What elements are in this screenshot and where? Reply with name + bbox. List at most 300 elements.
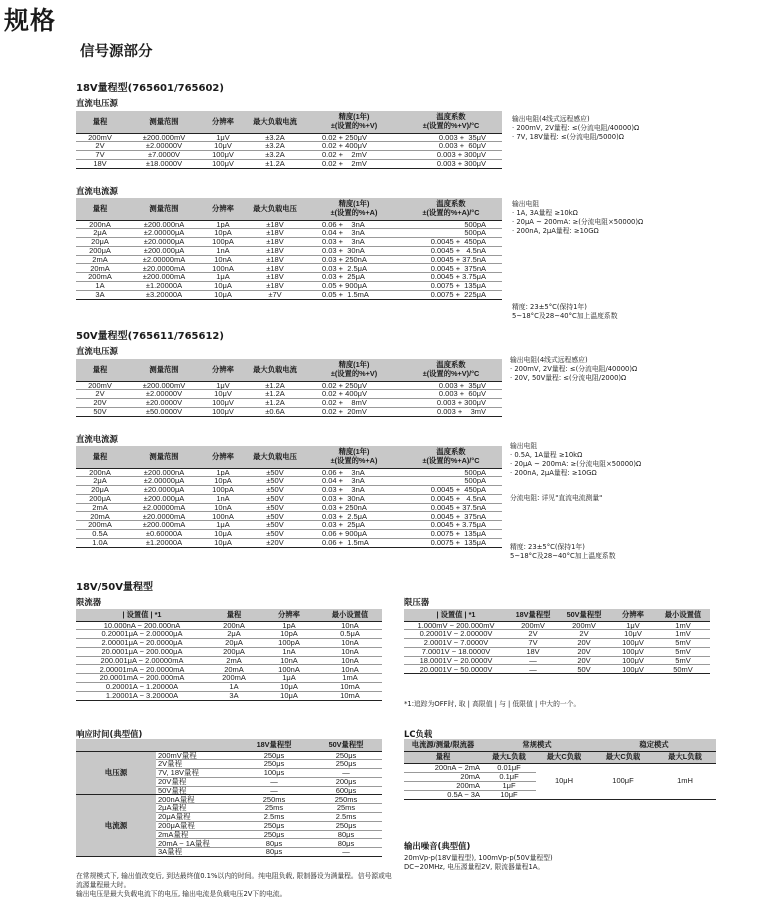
dci18-cell: 500pA (400, 220, 502, 229)
dcv18-row (76, 142, 502, 151)
dcv18-header: 量程 (76, 111, 124, 133)
lc-normal-l: 0.1μF (482, 772, 536, 781)
dci18-notes2 (512, 303, 618, 321)
dcv18-cell: ±2.00000V (124, 142, 204, 151)
limiter-cell: 20.0001mA ~ 200.000mA (76, 674, 208, 683)
limiter-cell: 10μA (260, 691, 318, 700)
limiter-header: 分辨率 (260, 609, 318, 621)
dci18-notes-line: · 1A, 3A量程 ≥10kΩ (512, 209, 578, 217)
dcv18-cell: ±1.2A (242, 159, 308, 168)
dcv50-cell: 0.003 + 35μV (400, 381, 502, 390)
dci18-cell: 1nA (204, 246, 242, 255)
dcv50-header: 精度(1年) ±(设置的%+V) (308, 359, 400, 381)
limiter-cell: 1mA (318, 674, 382, 683)
lc-stable-c: 100μF (592, 763, 654, 799)
dci50-cell: 0.0045 + 3.75μA (400, 521, 502, 530)
dci50-cell: 200nA (76, 468, 124, 477)
dcv18-cell: 100μV (204, 151, 242, 160)
limiter-cell: 20mA (208, 665, 260, 674)
dci50-cell: 100nA (204, 512, 242, 521)
dcv50-cell: ±1.2A (242, 390, 308, 399)
dcv18-row (76, 133, 502, 142)
voltlimiter-header: 最小设置值 (656, 609, 710, 621)
dci18-cell: ±18V (242, 246, 308, 255)
limiter-cell: 1A (208, 683, 260, 692)
limiter-row (76, 656, 382, 665)
limiter-cell: 20.0001μA ~ 200.000μA (76, 647, 208, 656)
dci18-cell: 0.0045 + 37.5nA (400, 255, 502, 264)
dcv50-notes (510, 356, 637, 383)
limiter-cell: 10mA (318, 683, 382, 692)
response-h3: 50V量程型 (310, 739, 382, 751)
limiter-cell: 1pA (260, 621, 318, 630)
lc-h1-normal: 常规模式 (482, 739, 592, 751)
dci18-cell: 0.03 + 2.5μA (308, 264, 400, 273)
limiter-cell: 10nA (318, 656, 382, 665)
response-cell: 2.5ms (238, 813, 310, 822)
dci18-cell: ±20.0000mA (124, 264, 204, 273)
dci50-row (76, 468, 502, 477)
dci50-header: 量程 (76, 446, 124, 468)
response-cell: 250μs (238, 830, 310, 839)
response-cell: 80μs (238, 839, 310, 848)
voltlimiter-cell: 18.0001V ~ 20.0000V (404, 656, 508, 665)
voltlimiter-header: 50V量程型 (558, 609, 610, 621)
limiter-cell: 100nA (260, 665, 318, 674)
response-group-vsrc: 电压源 (76, 751, 156, 795)
dcv50-header: 分辨率 (204, 359, 242, 381)
dci50-cell: ±20.0000μA (124, 486, 204, 495)
response-group-isrc: 电流源 (76, 795, 156, 857)
dcv18-header: 测量范围 (124, 111, 204, 133)
dci18-cell: ±3.20000A (124, 290, 204, 299)
voltlimiter-cell: 100μV (610, 665, 656, 674)
dci18-cell: ±18V (242, 264, 308, 273)
dcv18-cell: 1μV (204, 133, 242, 142)
dci50-notes-line: · 200nA, 2μA量程: ≥10GΩ (510, 469, 597, 477)
dci18-notes (512, 200, 643, 236)
dci18-cell: ±200.000nA (124, 220, 204, 229)
dci50-row (76, 503, 502, 512)
dci18-cell: 1pA (204, 220, 242, 229)
dci50-cell: ±200.000μA (124, 494, 204, 503)
dci18-cell: ±1.20000A (124, 282, 204, 291)
dci50-cell: ±50V (242, 530, 308, 539)
dci18-cell: 1μA (204, 273, 242, 282)
dcv50-cell: 0.02 + 400μV (308, 390, 400, 399)
dci18-cell: 0.06 + 3nA (308, 220, 400, 229)
page-subtitle: 信号源部分 (80, 44, 153, 60)
response-cell: 7V, 18V量程 (156, 769, 238, 778)
dci50-cell: 20μA (76, 486, 124, 495)
dcv50-label: 直流电压源 (76, 346, 118, 356)
dci50-cell: ±50V (242, 521, 308, 530)
dci50-cell: 10μA (204, 530, 242, 539)
dci50-cell: 0.5A (76, 530, 124, 539)
dci18-cell: 10μA (204, 282, 242, 291)
voltlimiter-cell: 0.20001V ~ 2.00000V (404, 630, 508, 639)
lc-h2-3: 最大C负载 (592, 751, 654, 763)
dci18-cell: 0.03 + 30nA (308, 246, 400, 255)
response-cell: 200μA量程 (156, 821, 238, 830)
limiter-cell: 200.001μA ~ 2.00000mA (76, 656, 208, 665)
response-footnotes (76, 872, 396, 899)
voltlimiter-cell: 200mV (558, 621, 610, 630)
lc-range: 20mA (404, 772, 482, 781)
response-cell: 250μs (310, 821, 382, 830)
response-cell: 250μs (310, 751, 382, 760)
dcv18-cell: 0.02 + 400μV (308, 142, 400, 151)
voltlimiter-footnote: *1:追踪为OFF时, 取 | 高限值 | 与 | 低限值 | 中大的一个。 (404, 700, 581, 708)
dci18-cell: 0.0045 + 3.75μA (400, 273, 502, 282)
response-footnotes-line: 输出电压是最大负载电流下的电压, 输出电流是负载电压2V下的电流。 (76, 890, 287, 898)
dci50-cell: ±50V (242, 486, 308, 495)
dci50-cell: 0.06 + 3nA (308, 468, 400, 477)
dcv18-cell: 0.02 + 2mV (308, 151, 400, 160)
voltlimiter-cell: 50V (558, 665, 610, 674)
dci50-cell: 0.06 + 1.5mA (308, 538, 400, 547)
dcv18-cell: ±200.000mV (124, 133, 204, 142)
lc-h2-1: 最大L负载 (482, 751, 536, 763)
dci50-row (76, 538, 502, 547)
dci50-cell: 0.06 + 900μA (308, 530, 400, 539)
dci18-cell: 10μA (204, 290, 242, 299)
dcv18-cell: 18V (76, 159, 124, 168)
dci50-cell: 0.0045 + 375nA (400, 512, 502, 521)
dcv18-cell: 200mV (76, 133, 124, 142)
limiter-cell: 10μA (260, 683, 318, 692)
voltlimiter-header: 分辨率 (610, 609, 656, 621)
dcv18-cell: 0.003 + 300μV (400, 151, 502, 160)
response-cell: 250μs (310, 760, 382, 769)
limiter-row (76, 639, 382, 648)
dci18-row (76, 246, 502, 255)
dcv18-header: 精度(1年) ±(设置的%+V) (308, 111, 400, 133)
lc-h1-stable: 稳定模式 (592, 739, 716, 751)
limiter-cell: 10mA (318, 691, 382, 700)
dcv50-cell: 0.02 + 8mV (308, 399, 400, 408)
dci18-header: 量程 (76, 198, 124, 220)
dcv18-cell: ±3.2A (242, 151, 308, 160)
dci18-notes-line: · 20μA ~ 200mA: ≥(分流电阻×50000)Ω (512, 218, 644, 226)
limiter-cell: 200μA (208, 647, 260, 656)
response-row (76, 795, 382, 804)
dci18-cell: 0.03 + 25μA (308, 273, 400, 282)
dci50-cell: 200mA (76, 521, 124, 530)
noise-lines-line: DC~20MHz, 电压源量程2V, 限流器量程1A。 (404, 863, 545, 871)
dci50-cell: 1.0A (76, 538, 124, 547)
dci50-cell: 0.04 + 3nA (308, 477, 400, 486)
dci18-notes2-line: 精度: 23±5°C(保持1年) (512, 303, 587, 311)
dcv18-cell: 0.003 + 300μV (400, 159, 502, 168)
dci50-row (76, 512, 502, 521)
response-cell: 80μs (310, 830, 382, 839)
response-cell: — (238, 786, 310, 795)
lc-normal-l: 10μF (482, 790, 536, 799)
limiter-cell: 3A (208, 691, 260, 700)
voltlimiter-cell: 5mV (656, 647, 710, 656)
dci50-cell: ±50V (242, 512, 308, 521)
dcv50-header: 量程 (76, 359, 124, 381)
dcv50-cell: 0.003 + 3mV (400, 407, 502, 416)
dci18-header: 分辨率 (204, 198, 242, 220)
dci18-cell: 100pA (204, 238, 242, 247)
voltlimiter-cell: 2.0001V ~ 7.0000V (404, 639, 508, 648)
dci18-header: 测量范围 (124, 198, 204, 220)
dcv50-cell: ±20.0000V (124, 399, 204, 408)
voltlimiter-header: 18V量程型 (508, 609, 558, 621)
dcv50-row (76, 390, 502, 399)
dcv50-notes-line: · 200mV, 2V量程: ≤(分流电阻/40000)Ω (510, 365, 638, 373)
limiter-cell: 2μA (208, 630, 260, 639)
dcv50-cell: 100μV (204, 399, 242, 408)
dcv18-header: 最大负载电流 (242, 111, 308, 133)
dci50-cell: 10pA (204, 477, 242, 486)
voltlimiter-row (404, 656, 710, 665)
dci50-header: 精度(1年) ±(设置的%+A) (308, 446, 400, 468)
dcv50-cell: 0.003 + 60μV (400, 390, 502, 399)
limiter-label: 限流器 (76, 597, 102, 607)
dci50-row (76, 530, 502, 539)
dcv50-cell: 2V (76, 390, 124, 399)
dci50-cell: 1μA (204, 521, 242, 530)
dcv18-cell: 0.02 + 2mV (308, 159, 400, 168)
voltlimiter-label: 限压器 (404, 597, 430, 607)
dci18-cell: 10pA (204, 229, 242, 238)
dci18-cell: 1A (76, 282, 124, 291)
limiter-cell: 200nA (208, 621, 260, 630)
dci50-table (76, 446, 502, 548)
dcv18-header: 温度系数 ±(设置的%+V)/°C (400, 111, 502, 133)
dcv18-cell: 7V (76, 151, 124, 160)
lc-range: 0.5A ~ 3A (404, 790, 482, 799)
dci50-cell: ±200.000mA (124, 521, 204, 530)
lc-row (404, 763, 716, 772)
response-cell: 20μA量程 (156, 813, 238, 822)
voltlimiter-cell: 1.000mV ~ 200.000mV (404, 621, 508, 630)
dcv50-cell: 10μV (204, 390, 242, 399)
dci18-cell: ±2.00000mA (124, 255, 204, 264)
response-cell: 2mA量程 (156, 830, 238, 839)
dcv18-row (76, 151, 502, 160)
response-cell: 3A量程 (156, 848, 238, 857)
dci50-cell: ±20.0000mA (124, 512, 204, 521)
dci50-cell: ±1.20000A (124, 538, 204, 547)
dcv18-row (76, 159, 502, 168)
dci50-cell: 0.0045 + 4.5nA (400, 494, 502, 503)
dcv50-cell: 0.02 + 250μV (308, 381, 400, 390)
limiter-row (76, 630, 382, 639)
response-cell: 80μs (238, 848, 310, 857)
dci18-cell: 0.05 + 1.5mA (308, 290, 400, 299)
dcv18-table (76, 111, 502, 169)
dcv18-notes-line: · 200mV, 2V量程: ≤(分流电阻/40000)Ω (512, 124, 640, 132)
dci50-cell: ±50V (242, 503, 308, 512)
dci50-cell: 0.03 + 3nA (308, 486, 400, 495)
voltlimiter-row (404, 621, 710, 630)
dcv18-label: 直流电压源 (76, 98, 118, 108)
dci50-cell: 500pA (400, 468, 502, 477)
limiter-cell: 1nA (260, 647, 318, 656)
lc-stable-l: 1mH (654, 763, 716, 799)
dcv18-header: 分辨率 (204, 111, 242, 133)
dci50-cell: 1pA (204, 468, 242, 477)
limiter-cell: 0.20001A ~ 1.20000A (76, 683, 208, 692)
response-cell: 250μs (238, 751, 310, 760)
dcv50-cell: 200mV (76, 381, 124, 390)
dci18-cell: 20mA (76, 264, 124, 273)
dcv50-notes-line: 输出电阻(4线式远程感应) (510, 356, 588, 364)
dci50-notes2-line: 5~18°C及28~40°C加上温度系数 (510, 552, 616, 560)
dci18-header: 温度系数 ±(设置的%+A)/°C (400, 198, 502, 220)
dci50-row (76, 486, 502, 495)
dci18-cell: 0.03 + 3nA (308, 238, 400, 247)
voltlimiter-cell: 1mV (656, 621, 710, 630)
limiter-cell: 10.000nA ~ 200.000nA (76, 621, 208, 630)
dci50-cell: 0.03 + 250nA (308, 503, 400, 512)
dci18-cell: ±2.00000μA (124, 229, 204, 238)
response-cell: 200μs (310, 777, 382, 786)
lc-h2-0: 量程 (404, 751, 482, 763)
dci18-cell: 200mA (76, 273, 124, 282)
dci50-notes-line: 输出电阻 (510, 442, 538, 450)
limiter-row (76, 647, 382, 656)
limiter-row (76, 674, 382, 683)
dci18-cell: ±7V (242, 290, 308, 299)
limiter-cell: 10nA (260, 656, 318, 665)
dci18-header: 最大负载电压 (242, 198, 308, 220)
dci18-cell: 200nA (76, 220, 124, 229)
dci18-cell: 200μA (76, 246, 124, 255)
lc-normal-c: 10μH (536, 763, 592, 799)
voltlimiter-row (404, 665, 710, 674)
response-h2: 18V量程型 (238, 739, 310, 751)
dci50-cell: 0.0045 + 37.5nA (400, 503, 502, 512)
response-h1 (156, 739, 238, 751)
dci50-notes-line: · 20μA ~ 200mA: ≥(分流电阻×50000)Ω (510, 460, 642, 468)
dci18-cell: ±18V (242, 255, 308, 264)
voltlimiter-cell: 20V (558, 639, 610, 648)
dci50-cell: 10μA (204, 538, 242, 547)
dci50-cell: ±20V (242, 538, 308, 547)
dci18-cell: ±200.000μA (124, 246, 204, 255)
voltlimiter-cell: 2V (508, 630, 558, 639)
voltlimiter-cell: 7.0001V ~ 18.0000V (404, 647, 508, 656)
dcv50-cell: 100μV (204, 407, 242, 416)
dci50-cell: ±0.60000A (124, 530, 204, 539)
voltlimiter-cell: 100μV (610, 656, 656, 665)
dci50-header: 测量范围 (124, 446, 204, 468)
noise-lines-line: 20mVp-p(18V量程型), 100mVp-p(50V量程型) (404, 854, 553, 862)
response-cell: 25ms (238, 804, 310, 813)
dci18-cell: 0.0045 + 4.5nA (400, 246, 502, 255)
dcv50-cell: ±0.6A (242, 407, 308, 416)
limiter-cell: 2.00001mA ~ 20.0000mA (76, 665, 208, 674)
dci18-cell: ±18V (242, 273, 308, 282)
section-1850-title: 18V/50V量程型 (76, 582, 153, 593)
dci18-cell: ±18V (242, 229, 308, 238)
dci18-row (76, 290, 502, 299)
dci50-header: 分辨率 (204, 446, 242, 468)
lc-label: LC负载 (404, 729, 433, 739)
dcv50-cell: ±2.00000V (124, 390, 204, 399)
dci50-cell: 2μA (76, 477, 124, 486)
limiter-cell: 200mA (208, 674, 260, 683)
dcv50-cell: ±200.000mV (124, 381, 204, 390)
dci50-cell: 0.03 + 30nA (308, 494, 400, 503)
dci18-cell: 500pA (400, 229, 502, 238)
voltlimiter-cell: 5mV (656, 639, 710, 648)
limiter-cell: 0.20001μA ~ 2.00000μA (76, 630, 208, 639)
voltlimiter-cell: 20.0001V ~ 50.0000V (404, 665, 508, 674)
dcv50-cell: 1μV (204, 381, 242, 390)
limiter-cell: 10nA (318, 647, 382, 656)
lc-range: 200mA (404, 781, 482, 790)
voltlimiter-cell: 20V (558, 656, 610, 665)
dci18-header: 精度(1年) ±(设置的%+A) (308, 198, 400, 220)
dci50-label: 直流电流源 (76, 434, 118, 444)
lc-table (404, 739, 716, 800)
dcv18-cell: 0.003 + 60μV (400, 142, 502, 151)
dcv50-cell: ±50.0000V (124, 407, 204, 416)
response-cell: 20V量程 (156, 777, 238, 786)
dci18-cell: ±200.000mA (124, 273, 204, 282)
dci18-label: 直流电流源 (76, 186, 118, 196)
noise-label: 输出噪音(典型值) (404, 841, 471, 851)
limiter-table (76, 609, 382, 701)
dcv18-cell: ±7.0000V (124, 151, 204, 160)
response-row (76, 751, 382, 760)
limiter-row (76, 683, 382, 692)
lc-h2-2: 最大C负载 (536, 751, 592, 763)
response-cell: — (238, 777, 310, 786)
dci50-cell: 0.0075 + 135μA (400, 538, 502, 547)
limiter-cell: 10pA (260, 630, 318, 639)
page-title: 规格 (4, 6, 57, 35)
dci50-cell: ±50V (242, 477, 308, 486)
dci50-cell: ±2.00000μA (124, 477, 204, 486)
lc-range: 200nA ~ 2mA (404, 763, 482, 772)
response-cell: 2V量程 (156, 760, 238, 769)
limiter-header: 量程 (208, 609, 260, 621)
voltlimiter-cell: 100μV (610, 647, 656, 656)
limiter-row (76, 621, 382, 630)
dci18-cell: 2μA (76, 229, 124, 238)
dci50-notes2-line: 精度: 23±5°C(保持1年) (510, 543, 585, 551)
dci18-row (76, 220, 502, 229)
lc-h1-0: 电流源/测量/限流器 (404, 739, 482, 751)
dcv50-header: 测量范围 (124, 359, 204, 381)
noise-lines (404, 854, 553, 872)
voltlimiter-cell: — (508, 665, 558, 674)
voltlimiter-cell: 7V (508, 639, 558, 648)
lc-normal-l: 0.01μF (482, 763, 536, 772)
dci50-cell: 0.03 + 25μA (308, 521, 400, 530)
response-cell: 250ms (310, 795, 382, 804)
limiter-cell: 10nA (318, 621, 382, 630)
dci50-notes (510, 442, 641, 478)
dci18-cell: 0.04 + 3nA (308, 229, 400, 238)
dcv50-header: 最大负载电流 (242, 359, 308, 381)
dci18-row (76, 238, 502, 247)
response-cell: 250μs (238, 760, 310, 769)
limiter-cell: 1.20001A ~ 3.20000A (76, 691, 208, 700)
voltlimiter-cell: 100μV (610, 639, 656, 648)
dci50-row (76, 494, 502, 503)
dcv50-cell: 0.02 + 20mV (308, 407, 400, 416)
section-18v-title: 18V量程型(765601/765602) (76, 83, 224, 94)
voltlimiter-cell: 18V (508, 647, 558, 656)
